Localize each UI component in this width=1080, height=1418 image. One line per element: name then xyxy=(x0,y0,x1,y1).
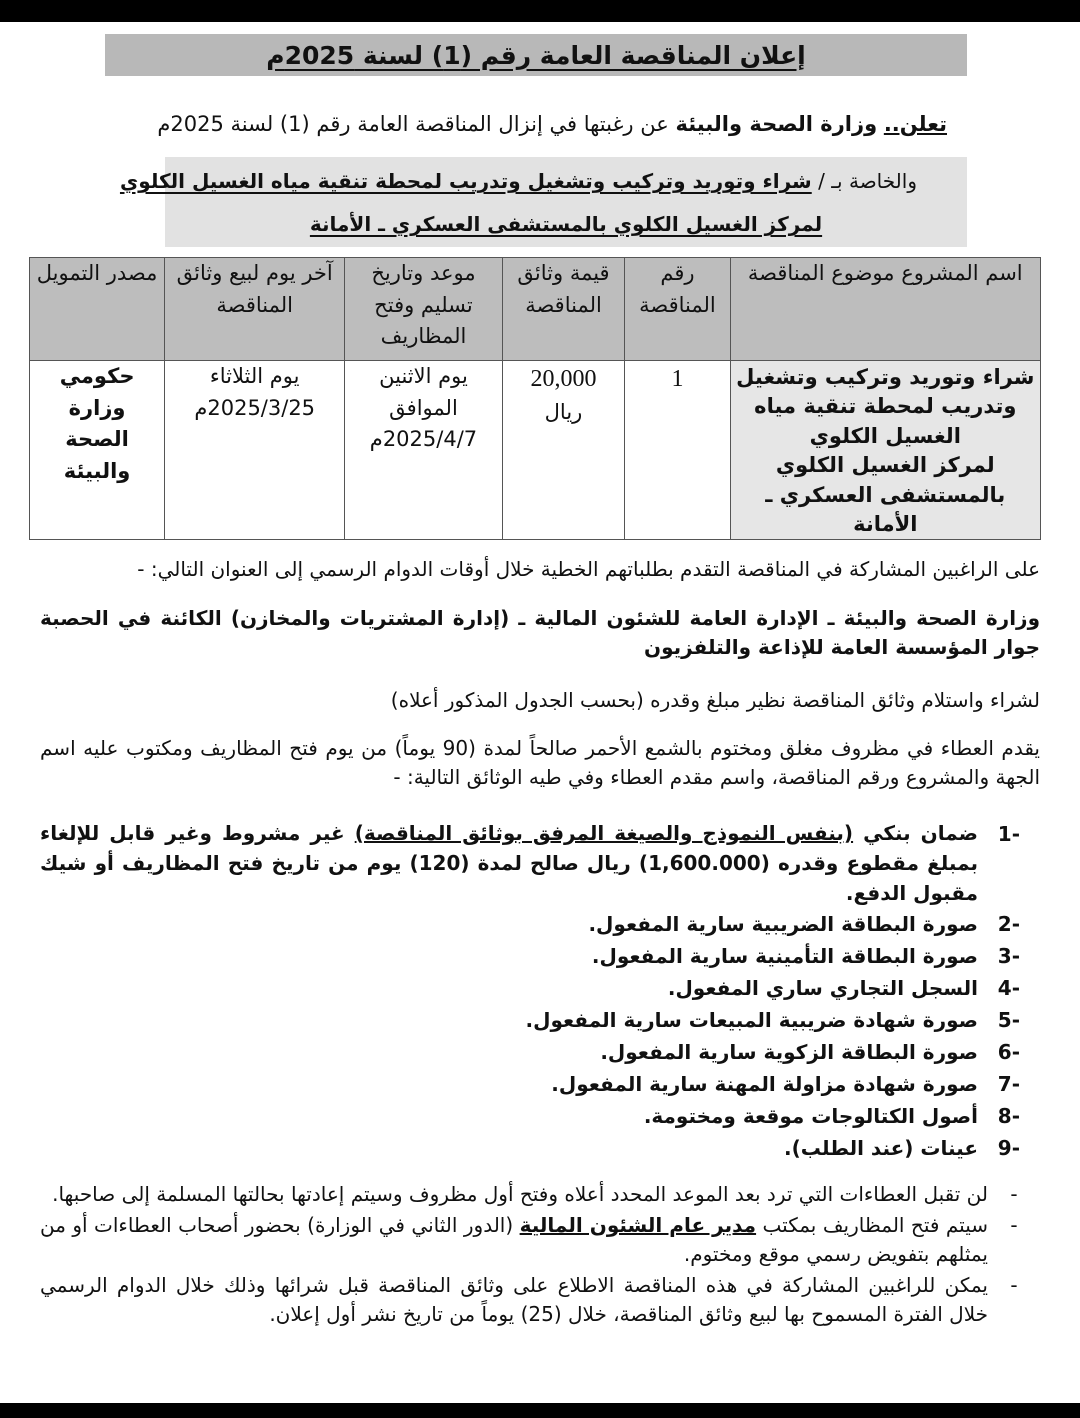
list-item-text: السجل التجاري ساري المفعول. xyxy=(667,976,978,1000)
tender-number-value: 1 xyxy=(671,366,684,392)
list-item xyxy=(40,972,1020,1004)
table-header-row xyxy=(30,258,1041,361)
price-currency: ريال xyxy=(544,400,583,424)
note-office-name: مدير عام الشئون المالية xyxy=(519,1213,757,1237)
list-item-text: صورة شهادة مزاولة المهنة سارية المفعول. xyxy=(551,1072,978,1096)
tender-table xyxy=(29,257,1041,540)
header-funding-source: مصدر التمويل xyxy=(30,258,165,361)
opening-day: يوم الاثنين xyxy=(379,364,468,388)
list-item xyxy=(40,940,1020,972)
header-tender-number: رقم المناقصة xyxy=(625,258,730,361)
note-text: لن تقبل العطاءات التي ترد بعد الموعد المحدد أعلاه وفتح أول مظروف وسيتم إعادتها بحالتها المسلمة إلى صاحبها. xyxy=(52,1182,988,1206)
paragraph-address: وزارة الصحة والبيئة ـ الإدارة العامة للشئون المالية ـ (إدارة المشتريات والمخازن) الكائنة في الحصبة جوار المؤسسة العامة للإذاعة والتلفزيون xyxy=(40,606,1040,659)
table-row xyxy=(30,361,1041,540)
bullet-dash-icon: - xyxy=(1010,1273,1018,1297)
list-item xyxy=(40,1004,1020,1036)
list-item-text: صورة البطاقة الزكوية سارية المفعول. xyxy=(600,1040,978,1064)
list-item-text xyxy=(40,818,978,908)
list-item xyxy=(40,818,1020,908)
list-item-text: صورة البطاقة الضريبية سارية المفعول. xyxy=(588,912,978,936)
guarantee-form-note: (بنفس النموذج والصيغة المرفق بوثائق المناقصة) xyxy=(354,821,854,845)
list-item-number: -3 xyxy=(997,944,1020,968)
list-item xyxy=(40,1100,1020,1132)
list-item-number: -1 xyxy=(997,822,1020,846)
funding-line: حكومي xyxy=(59,364,135,388)
subject-line-2 xyxy=(165,212,967,236)
list-item-text: صورة البطاقة التأمينية سارية المفعول. xyxy=(591,944,978,968)
header-documents-price: قيمة وثائق المناقصة xyxy=(502,258,625,361)
cell-funding-source xyxy=(30,361,165,540)
list-item-text: أصول الكتالوجات موقعة ومختومة. xyxy=(643,1104,978,1128)
list-item-number: -9 xyxy=(997,1136,1020,1160)
note-pre: سيتم فتح المظاريف بمكتب xyxy=(756,1213,989,1237)
header-last-sale-day: آخر يوم لبيع وثائق المناقصة xyxy=(165,258,345,361)
intro-rest: عن رغبتها في إنزال المناقصة العامة رقم (1) لسنة 2025م xyxy=(157,112,669,136)
header-opening-date: موعد وتاريخ تسليم وفتح المظاريف xyxy=(345,258,502,361)
project-line: لمركز الغسيل الكلوي xyxy=(775,453,995,478)
project-line: بالمستشفى العسكري ـ الأمانة xyxy=(765,482,1006,536)
guarantee-text: ضمان بنكي xyxy=(853,821,979,845)
guarantee-terms: غير مشروط وغير قابل للإلغاء بمبلغ مقطوع وقدره (1,600.000) ريال صالح لمدة (120) يوم من تاريخ فتح المظاريف أو شيك مقبول الدفع. xyxy=(40,821,978,905)
funding-line: الصحة xyxy=(65,427,129,451)
list-item xyxy=(40,908,1020,940)
funding-line: وزارة xyxy=(68,395,126,420)
subject-line-1 xyxy=(120,169,917,193)
cell-tender-number xyxy=(625,361,730,540)
opening-label: الموافق xyxy=(389,395,458,420)
project-line: شراء وتوريد وتركيب وتشغيل xyxy=(736,365,1035,389)
bullet-dash-icon: - xyxy=(1010,1182,1018,1206)
title-banner xyxy=(105,34,967,76)
document-title: إعلان المناقصة العامة رقم (1) لسنة 2025م xyxy=(266,40,806,70)
list-item-number: -6 xyxy=(997,1040,1020,1064)
cell-documents-price xyxy=(502,361,625,540)
subject-box xyxy=(119,157,967,247)
list-item-number: -4 xyxy=(997,976,1020,1000)
list-item-number: -5 xyxy=(997,1008,1020,1032)
list-item xyxy=(40,1036,1020,1068)
intro-lead: تعلن.. xyxy=(883,112,947,136)
list-item-number: -2 xyxy=(997,912,1020,936)
subject-title-1: شراء وتوريد وتركيب وتشغيل وتدريب لمحطة تنقية مياه الغسيل الكلوي xyxy=(119,169,812,193)
list-item xyxy=(40,1068,1020,1100)
note-post: (الدور الثاني في الوزارة) بحضور أصحاب العطاءات أو من يمثلهم بتفويض رسمي موقع ومختوم. xyxy=(40,1213,988,1266)
bullet-dash-icon: - xyxy=(1010,1213,1018,1237)
note-text xyxy=(40,1211,988,1269)
cell-last-sale-day xyxy=(165,361,345,540)
project-line: الغسيل الكلوي xyxy=(809,423,961,448)
paragraph-purchase: لشراء واستلام وثائق المناقصة نظير مبلغ وقدره (بحسب الجدول المذكور أعلاه) xyxy=(390,688,1040,712)
intro-line xyxy=(157,112,947,136)
cell-opening-date xyxy=(345,361,502,540)
list-item xyxy=(40,1271,1040,1329)
paragraph-submission: على الراغبين المشاركة في المناقصة التقدم بطلباتهم الخطية خلال أوقات الدوام الرسمي إلى العنوان التالي: - xyxy=(137,557,1040,581)
notes-list xyxy=(40,1180,1040,1331)
list-item-number: -8 xyxy=(997,1104,1020,1128)
note-text: يمكن للراغبين المشاركة في هذه المناقصة الاطلاع على وثائق المناقصة قبل شرائها وذلك خلال الدوام الرسمي خلال الفترة المسموح بها لبيع وثائق المناقصة، خلال (25) يوماً من تاريخ نشر أول إعلان. xyxy=(40,1273,988,1326)
list-item-text: عينات (عند الطلب). xyxy=(784,1136,978,1160)
header-project: اسم المشروع موضوع المناقصة xyxy=(730,258,1040,361)
top-black-bar xyxy=(0,0,1080,22)
intro-ministry: وزارة الصحة والبيئة xyxy=(675,112,878,136)
paragraph-envelope: يقدم العطاء في مظروف مغلق ومختوم بالشمع الأحمر صالحاً لمدة (90 يوماً) من يوم فتح المظاريف ومكتوب عليه اسم الجهة والمشروع ورقم المناقصة، واسم مقدم العطاء وفي طيه الوثائق التالية: - xyxy=(40,736,1040,789)
funding-line: والبيئة xyxy=(63,458,131,483)
list-item-text: صورة شهادة ضريبية المبيعات سارية المفعول. xyxy=(525,1008,978,1032)
project-line: وتدريب لمحطة تنقية مياه xyxy=(754,394,1017,419)
opening-date: 2025/4/7م xyxy=(369,427,478,451)
list-item xyxy=(40,1211,1040,1269)
cell-project xyxy=(730,361,1040,540)
subject-prefix: والخاصة بـ / xyxy=(818,169,917,193)
list-item xyxy=(40,1132,1020,1164)
last-sale-weekday: يوم الثلاثاء xyxy=(209,364,300,388)
list-item xyxy=(40,1180,1040,1209)
bottom-black-bar xyxy=(0,1403,1080,1418)
last-sale-date: 2025/3/25م xyxy=(194,395,316,420)
subject-title-2: لمركز الغسيل الكلوي بالمستشفى العسكري ـ الأمانة xyxy=(309,212,823,236)
list-item-number: -7 xyxy=(997,1072,1020,1096)
required-documents-list xyxy=(40,818,1020,1164)
price-value: 20,000 xyxy=(530,366,597,392)
